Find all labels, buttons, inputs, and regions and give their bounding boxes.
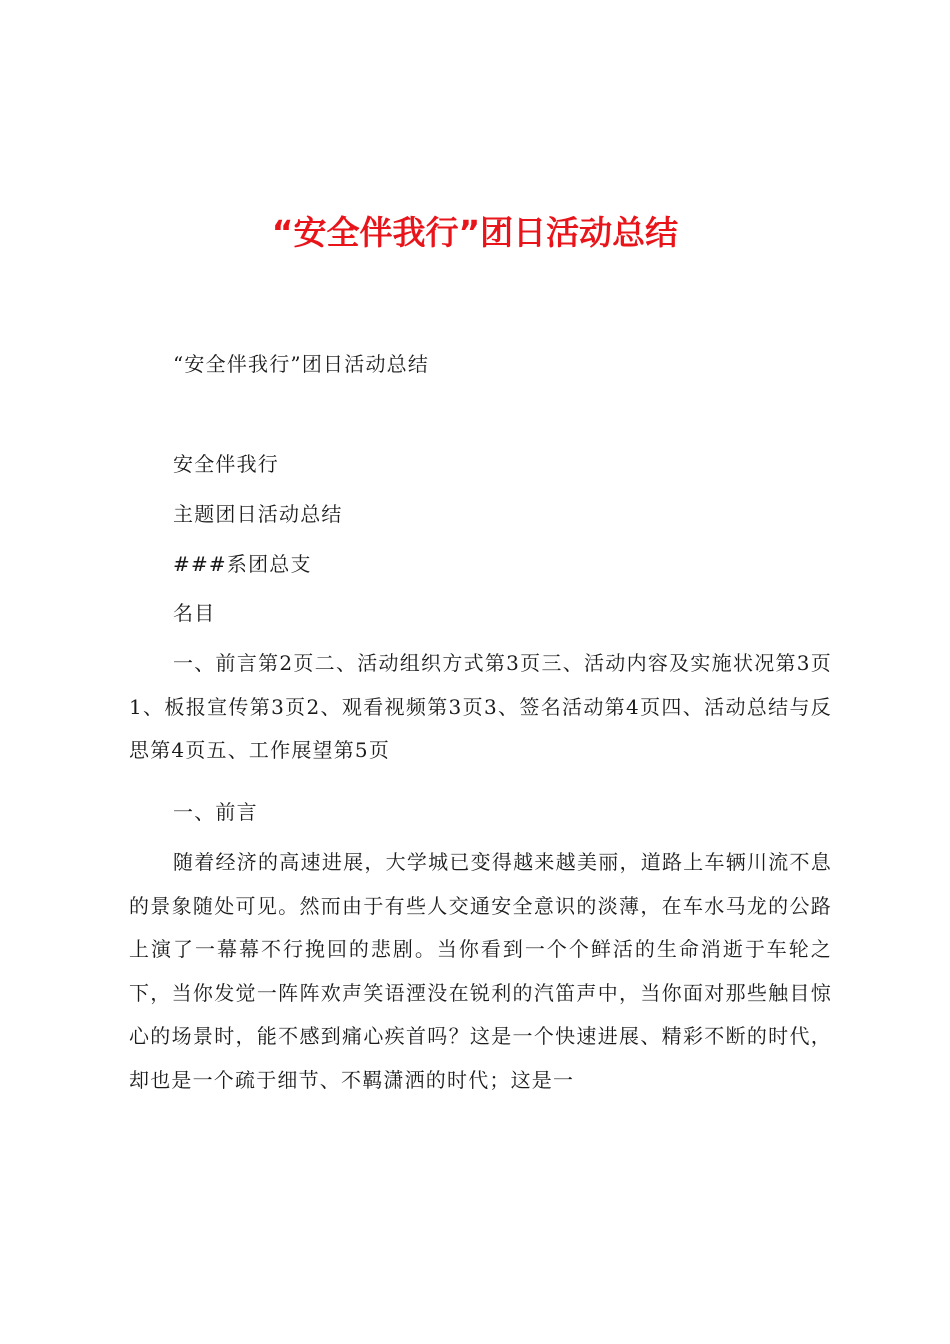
section-paragraph-preface: 随着经济的高速进展，大学城已变得越来越美丽，道路上车辆川流不息的景象随处可见。然而由于有些人交通安全意识的淡薄，在车水马龙的公路上演了一幕幕不行挽回的悲剧。当你看到一个个鲜活的生命消逝于车轮之下，当你发觉一阵阵欢声笑语湮没在锐利的汽笛声中，当你面对那些触目惊心的场景时，能不感到痛心疾首吗？这是一个快速进展、精彩不断的时代，却也是一个疏于细节、不羁潇洒的时代；这是一: [129, 850, 832, 1092]
cover-line-theme: 安全伴我行: [173, 452, 279, 476]
toc-text: 一、前言第2页二、活动组织方式第3页三、活动内容及实施状况第3页1、板报宣传第3页2、观看视频第3页3、签名活动第4页四、活动总结与反思第4页五、工作展望第5页: [129, 651, 832, 763]
document-title: “安全伴我行”团日活动总结: [271, 213, 679, 252]
section-heading-preface: 一、前言: [173, 800, 258, 824]
cover-line-summary: 主题团日活动总结: [173, 502, 343, 526]
cover-line-department: ###系团总支: [173, 552, 312, 576]
document-subtitle: “安全伴我行”团日活动总结: [173, 352, 430, 376]
toc-heading: 名目: [173, 601, 216, 625]
